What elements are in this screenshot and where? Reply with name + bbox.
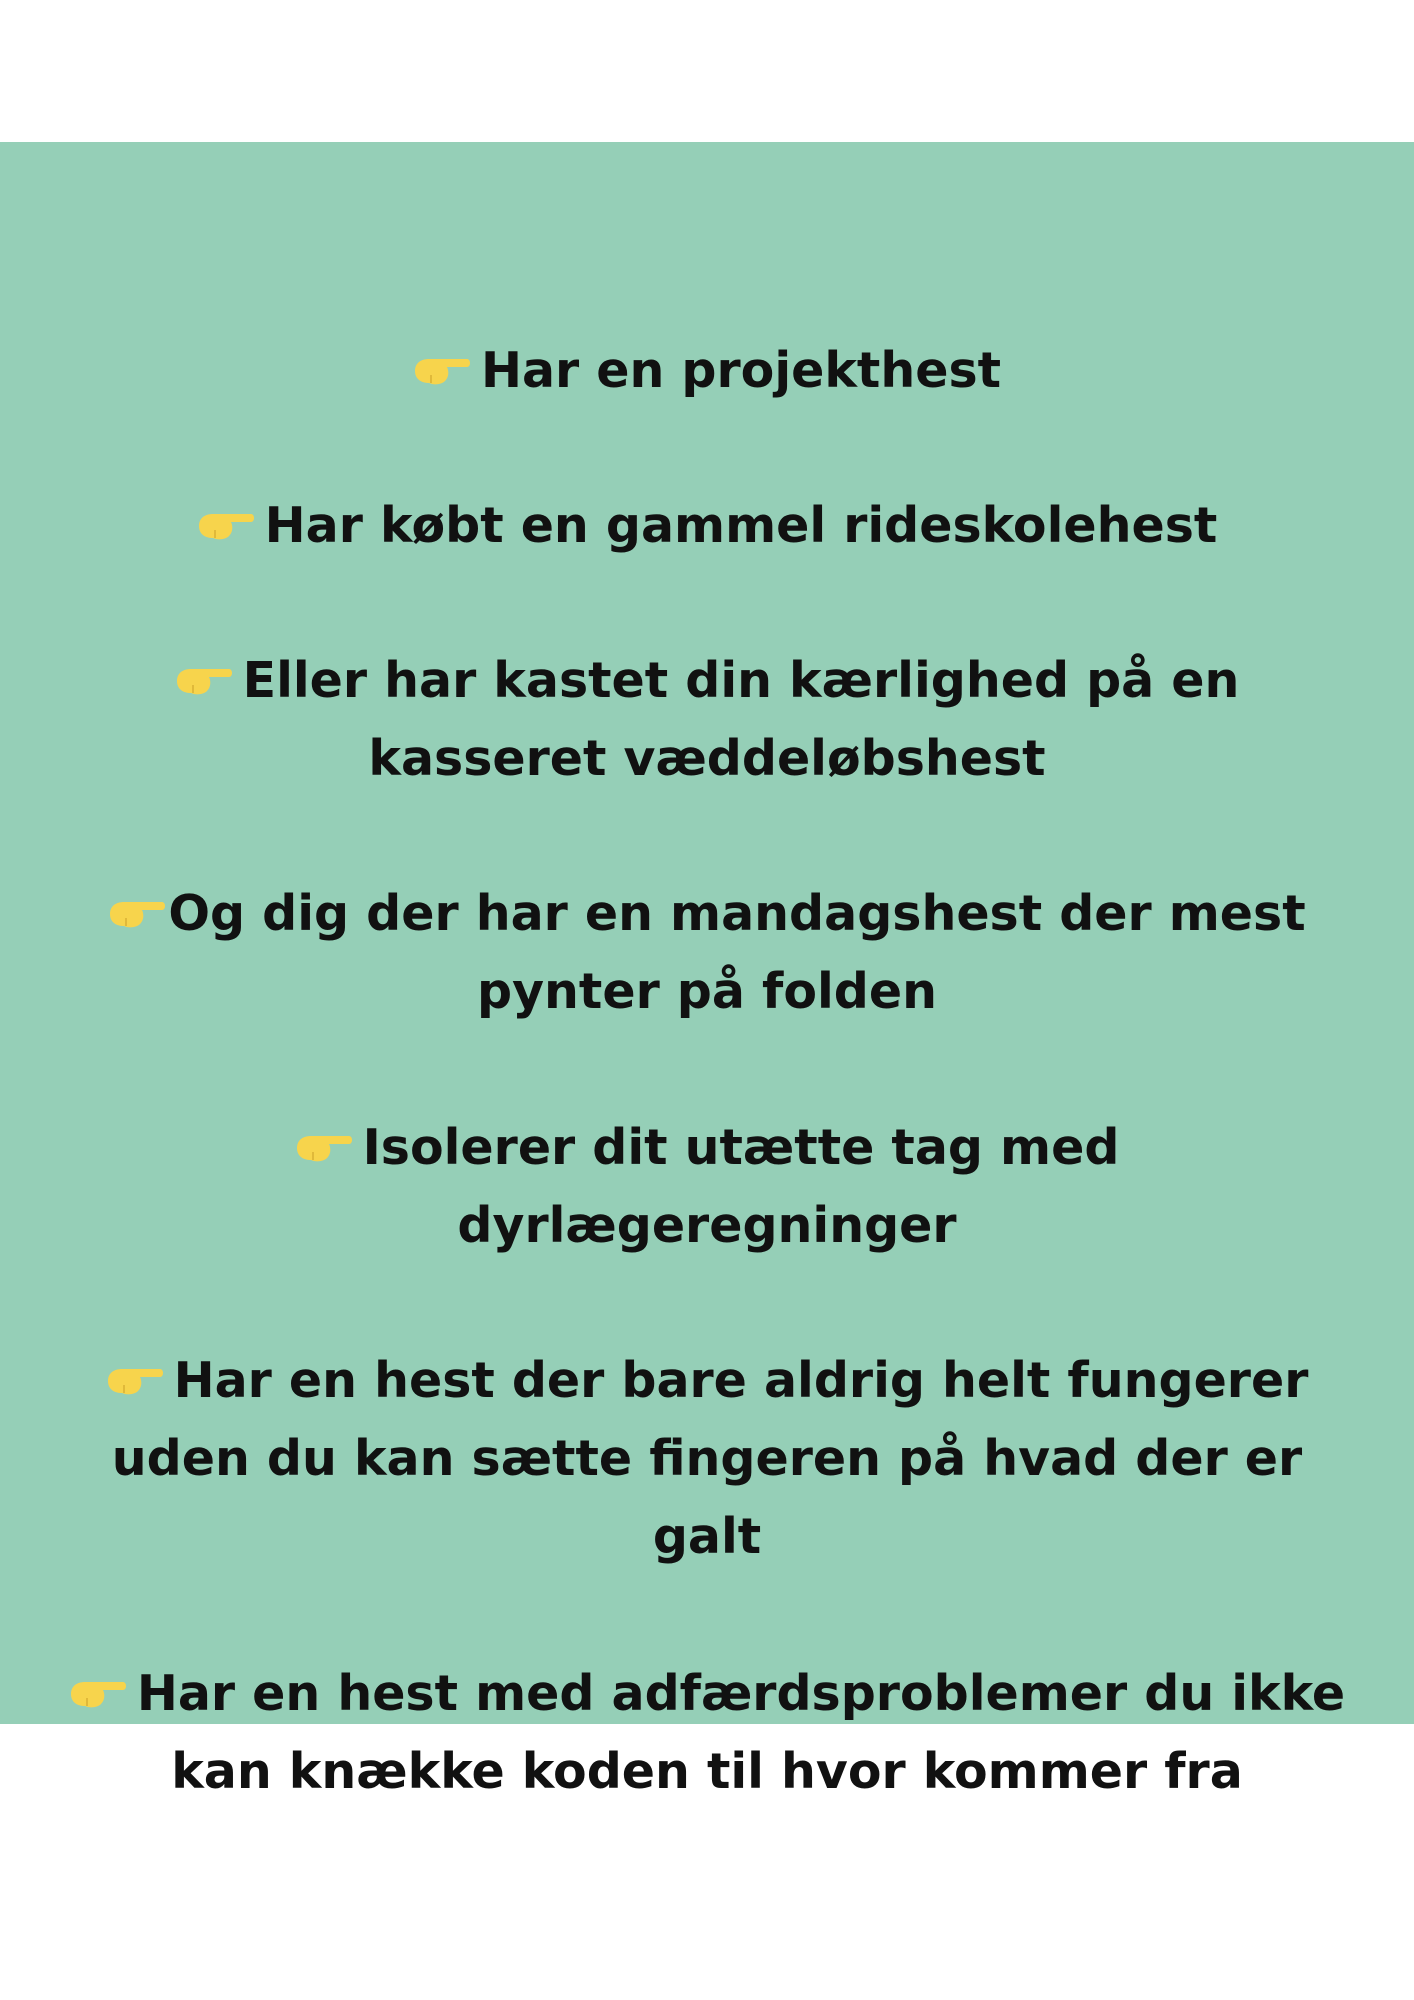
backhand-index-pointing-right-icon xyxy=(69,1674,129,1714)
item-line: galt xyxy=(652,1508,762,1565)
item-line: Eller har kastet din kærlighed på en xyxy=(242,652,1240,709)
item-line: Har en hest der bare aldrig helt fungerer xyxy=(173,1352,1309,1409)
backhand-index-pointing-right-icon xyxy=(106,1361,166,1401)
item-text: Har købt en gammel rideskolehest xyxy=(264,497,1218,554)
backhand-index-pointing-right-icon xyxy=(175,661,235,701)
item-text: Har en projekthest xyxy=(480,342,1002,399)
item-line: pynter på folden xyxy=(477,963,937,1020)
item-line: Isolerer dit utætte tag med xyxy=(362,1119,1120,1176)
item-line: uden du kan sætte fingeren på hvad der er xyxy=(111,1430,1303,1487)
item-line: Og dig der har en mandagshest der mest xyxy=(168,885,1306,942)
list-item xyxy=(40,1655,1374,1811)
content-panel xyxy=(0,142,1414,1800)
backhand-index-pointing-right-icon xyxy=(197,506,257,546)
item-line: kasseret væddeløbshest xyxy=(368,730,1046,787)
backhand-index-pointing-right-icon xyxy=(295,1128,355,1168)
list-item xyxy=(40,875,1374,1031)
item-line: Har en hest med adfærdsproblemer du ikke xyxy=(136,1665,1346,1722)
backhand-index-pointing-right-icon xyxy=(108,894,168,934)
list-item xyxy=(40,1109,1374,1265)
list-item xyxy=(40,332,1374,410)
list-item xyxy=(40,487,1374,565)
list-item xyxy=(40,642,1374,798)
item-line: kan knække koden til hvor kommer fra xyxy=(171,1743,1243,1800)
item-line: dyrlægeregninger xyxy=(457,1197,957,1254)
backhand-index-pointing-right-icon xyxy=(413,351,473,391)
list-item xyxy=(40,1342,1374,1576)
